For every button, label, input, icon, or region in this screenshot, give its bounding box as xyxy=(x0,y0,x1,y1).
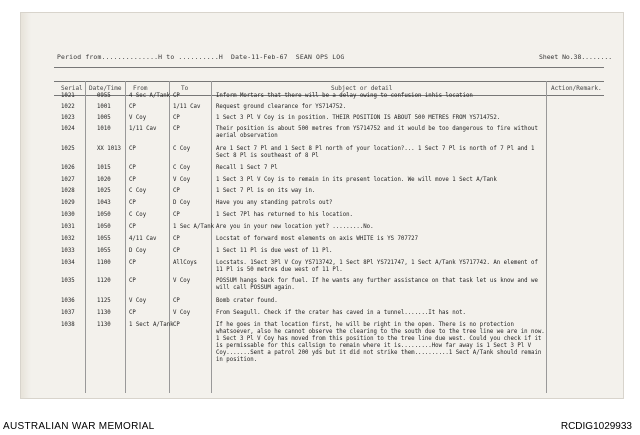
from-cell: V Coy xyxy=(129,298,147,304)
to-cell: D Coy xyxy=(173,200,191,206)
from-cell: 4 Sec A/Tank xyxy=(129,93,171,99)
to-cell: CP xyxy=(173,115,180,121)
to-cell: CP xyxy=(173,248,180,254)
serial-cell: 1029 xyxy=(61,200,75,206)
subject-cell: Their position is about 500 metres from YS714752 and it would be too dangerous to fire without aerial observation xyxy=(216,126,538,139)
subject-cell: Are 1 Sect 7 Pl and 1 Sect 8 Pl north of your location?... 1 Sect 7 Pl is north of 7 Pl and 1 Sect 8 Pl is southeast of 8 Pl xyxy=(216,146,535,159)
subject-cell: Bomb crater found. xyxy=(216,298,278,304)
subject-cell: Are you in your new location yet? .........No. xyxy=(216,224,374,230)
time-cell: 1120 xyxy=(97,278,111,284)
from-cell: 1/11 Cav xyxy=(129,126,157,132)
column-top-rule xyxy=(54,81,604,82)
col-to: To xyxy=(181,85,189,92)
from-cell: CP xyxy=(129,146,136,152)
subject-cell: Inform Mortars that there will be a delay owing to confusion inhis location xyxy=(216,93,473,99)
subject-cell: POSSUM hangs back for fuel. If he wants any further assistance on that task let us know and we will call POSSUM again. xyxy=(216,278,538,291)
from-cell: CP xyxy=(129,104,136,110)
subject-cell: 1 Sect 7Pl has returned to his location. xyxy=(216,212,353,218)
serial-cell: 1031 xyxy=(61,224,75,230)
time-cell: 1130 xyxy=(97,322,111,328)
time-cell: 1100 xyxy=(97,260,111,266)
time-cell: 1050 xyxy=(97,212,111,218)
serial-cell: 1027 xyxy=(61,177,75,183)
serial-cell: 1028 xyxy=(61,188,75,194)
serial-cell: 1030 xyxy=(61,212,75,218)
from-cell: CP xyxy=(129,260,136,266)
subject-cell: If he goes in that location first, he will be right in the open. There is no protection whatsoever, also he cannot observe the clearing to the south due to the tree line we are in now. 1 Sect 3 Pl V Coy has moved from this position to the tree line due west. Could you check if it is permissable for this callsign to remain where it is.........How far away is 1 Sect 3 Pl V Coy.......Sent a patrol 200 yds but it did not strike them..........1 Sect A/Tank should remain in position. xyxy=(216,322,545,363)
from-cell: CP xyxy=(129,200,136,206)
time-cell: 1130 xyxy=(97,310,111,316)
to-cell: C Coy xyxy=(173,146,191,152)
time-cell: 0955 xyxy=(97,93,111,99)
to-cell: 1/11 Cav xyxy=(173,104,201,110)
subject-cell: 1 Sect 3 Pl V Coy is to remain in its present location. We will move 1 Sect A/Tank xyxy=(216,177,497,183)
column-divider xyxy=(169,81,170,393)
serial-cell: 1024 xyxy=(61,126,75,132)
col-action: Action/Remark. xyxy=(551,85,602,92)
time-cell: 1125 xyxy=(97,298,111,304)
to-cell: CP xyxy=(173,212,180,218)
serial-cell: 1032 xyxy=(61,236,75,242)
from-cell: V Coy xyxy=(129,115,147,121)
subject-cell: 1 Sect 11 Pl is due west of 11 Pl. xyxy=(216,248,333,254)
from-cell: CP xyxy=(129,310,136,316)
time-cell: XX 1013 xyxy=(97,146,121,152)
column-divider xyxy=(125,81,126,393)
to-cell: V Coy xyxy=(173,177,191,183)
time-cell: 1015 xyxy=(97,165,111,171)
time-cell: 1010 xyxy=(97,126,111,132)
archive-credit: AUSTRALIAN WAR MEMORIAL xyxy=(3,421,155,432)
to-cell: CP xyxy=(173,236,180,242)
subject-cell: Request ground clearance for YS714752. xyxy=(216,104,347,110)
serial-cell: 1021 xyxy=(61,93,75,99)
serial-cell: 1034 xyxy=(61,260,75,266)
to-cell: CP xyxy=(173,188,180,194)
to-cell: CP xyxy=(173,93,180,99)
serial-cell: 1033 xyxy=(61,248,75,254)
to-cell: CP xyxy=(173,322,180,328)
to-cell: AllCoys xyxy=(173,260,197,266)
col-subject: Subject or detail xyxy=(331,85,393,92)
to-cell: C Coy xyxy=(173,165,191,171)
log-sheet xyxy=(20,12,624,399)
to-cell: V Coy xyxy=(173,278,191,284)
from-cell: CP xyxy=(129,177,136,183)
time-cell: 1055 xyxy=(97,248,111,254)
col-date-time: Date/Time xyxy=(89,85,122,92)
from-cell: D Coy xyxy=(129,248,147,254)
time-cell: 1001 xyxy=(97,104,111,110)
serial-cell: 1035 xyxy=(61,278,75,284)
serial-cell: 1026 xyxy=(61,165,75,171)
time-cell: 1055 xyxy=(97,236,111,242)
serial-cell: 1023 xyxy=(61,115,75,121)
subject-cell: Locstat of forward most elements on axis WHITE is YS 707727 xyxy=(216,236,419,242)
subject-cell: 1 Sect 3 Pl V Coy is in position. THEIR POSITION IS ABOUT 500 METRES FROM YS714752. xyxy=(216,115,501,121)
record-id: RCDIG1029933 xyxy=(560,421,632,432)
subject-cell: Locstats. 1Sect 3Pl V Coy YS713742, 1 Sect 8Pl YS721747, 1 Sect A/Tank YS717742. An element of 11 Pl is 50 metres due west of 11 Pl. xyxy=(216,260,538,273)
column-divider xyxy=(85,81,86,393)
from-cell: CP xyxy=(129,224,136,230)
time-cell: 1025 xyxy=(97,188,111,194)
sheet-number: Sheet No.38........ xyxy=(539,53,613,61)
column-divider xyxy=(211,81,212,393)
col-from: From xyxy=(133,85,148,92)
time-cell: 1020 xyxy=(97,177,111,183)
serial-cell: 1036 xyxy=(61,298,75,304)
to-cell: CP xyxy=(173,298,180,304)
to-cell: 1 Sec A/Tank xyxy=(173,224,215,230)
subject-cell: Have you any standing patrols out? xyxy=(216,200,333,206)
to-cell: V Coy xyxy=(173,310,191,316)
serial-cell: 1025 xyxy=(61,146,75,152)
serial-cell: 1038 xyxy=(61,322,75,328)
header-rule xyxy=(54,67,604,68)
period-header: Period from..............H to ..........H Date-11-Feb-67 SEAN OPS LOG xyxy=(57,53,345,61)
subject-cell: 1 Sect 7 Pl is on its way in. xyxy=(216,188,316,194)
col-serial: Serial xyxy=(61,85,83,92)
column-divider xyxy=(546,81,547,393)
time-cell: 1005 xyxy=(97,115,111,121)
serial-cell: 1022 xyxy=(61,104,75,110)
serial-cell: 1037 xyxy=(61,310,75,316)
from-cell: 4/11 Cav xyxy=(129,236,157,242)
from-cell: 1 Sect A/Tank xyxy=(129,322,174,328)
time-cell: 1043 xyxy=(97,200,111,206)
from-cell: C Coy xyxy=(129,212,147,218)
to-cell: CP xyxy=(173,126,180,132)
time-cell: 1050 xyxy=(97,224,111,230)
from-cell: CP xyxy=(129,278,136,284)
subject-cell: Recall 1 Sect 7 Pl xyxy=(216,165,278,171)
from-cell: C Coy xyxy=(129,188,147,194)
subject-cell: From Seagull. Check if the crater has caved in a tunnel.......It has not. xyxy=(216,310,466,316)
from-cell: CP xyxy=(129,165,136,171)
